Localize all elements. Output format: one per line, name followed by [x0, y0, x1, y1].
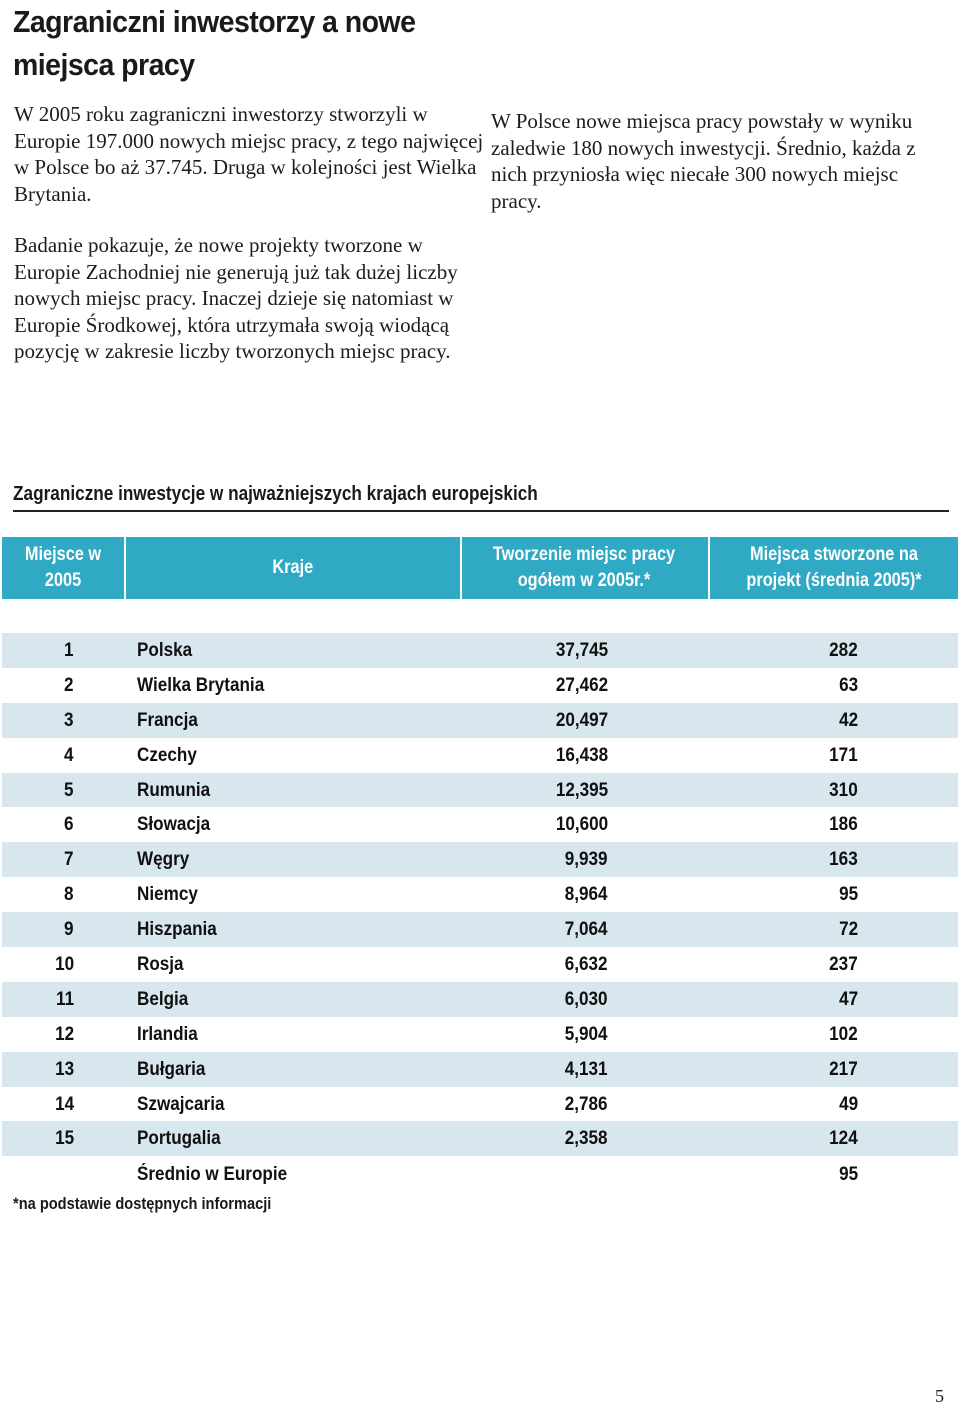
country-cell-text: Francja	[137, 709, 198, 731]
header-avg-label: Miejsca stworzone na projekt (średnia 2005)*	[746, 544, 922, 591]
avg-cell-text: 217	[829, 1058, 858, 1080]
avg-cell	[702, 738, 858, 773]
jobs-cell-text: 7,064	[565, 919, 608, 941]
jobs-cell-text: 16,438	[555, 744, 608, 766]
jobs-cell	[432, 877, 608, 912]
rank-cell-text: 14	[54, 1093, 74, 1115]
rank-cell-text: 7	[64, 849, 74, 871]
rank-cell	[2, 807, 74, 842]
avg-cell	[702, 1087, 858, 1122]
table-row	[2, 1121, 958, 1156]
rank-cell-text: 13	[54, 1058, 74, 1080]
country-cell	[137, 1052, 437, 1087]
country-cell	[137, 773, 437, 808]
rank-cell	[2, 633, 74, 668]
country-cell-text: Węgry	[137, 849, 190, 871]
table-row	[2, 633, 958, 668]
country-cell	[137, 1121, 437, 1156]
jobs-cell-text: 12,395	[555, 779, 608, 801]
avg-cell-text: 237	[829, 954, 858, 976]
rank-cell	[2, 703, 74, 738]
jobs-cell	[432, 738, 608, 773]
rank-cell	[2, 912, 74, 947]
rank-cell-text: 8	[64, 884, 74, 906]
avg-cell-text: 49	[838, 1093, 858, 1115]
country-cell	[137, 738, 437, 773]
table-footnote: *na podstawie dostępnych informacji	[13, 1194, 272, 1213]
avg-cell-text: 47	[838, 988, 858, 1010]
header-rank	[2, 537, 124, 599]
rank-cell	[2, 1052, 74, 1087]
jobs-cell-text: 8,964	[565, 884, 608, 906]
header-country-label: Kraje	[272, 557, 314, 578]
table-row	[2, 703, 958, 738]
country-cell	[137, 1017, 437, 1052]
country-cell-text: Belgia	[137, 988, 189, 1010]
avg-cell	[702, 912, 858, 947]
jobs-cell-text: 4,131	[565, 1058, 608, 1080]
jobs-cell	[432, 633, 608, 668]
avg-cell	[702, 877, 858, 912]
rank-cell-text: 3	[64, 709, 74, 731]
page-number: 5	[935, 1386, 944, 1406]
rank-cell-text: 15	[54, 1128, 74, 1150]
rank-cell	[2, 877, 74, 912]
avg-cell	[702, 807, 858, 842]
average-label-cell	[137, 1157, 437, 1192]
table-row	[2, 1017, 958, 1052]
avg-cell-text: 72	[838, 919, 858, 941]
avg-cell-text: 63	[838, 674, 858, 696]
country-cell	[137, 877, 437, 912]
rank-cell	[2, 842, 74, 877]
country-cell-text: Portugalia	[137, 1128, 221, 1150]
jobs-cell-text: 6,030	[565, 988, 608, 1010]
rank-cell-text: 10	[54, 954, 74, 976]
avg-cell-text: 186	[829, 814, 858, 836]
country-cell	[137, 947, 437, 982]
jobs-cell	[432, 668, 608, 703]
table-body	[2, 633, 958, 1156]
country-cell	[137, 912, 437, 947]
avg-cell-text: 95	[838, 884, 858, 906]
rank-cell-text: 12	[54, 1023, 74, 1045]
country-cell-text: Polska	[137, 640, 193, 661]
header-jobs-label: Tworzenie miejsc pracy ogółem w 2005r.*	[492, 544, 676, 591]
table-row	[2, 982, 958, 1017]
avg-cell	[702, 1052, 858, 1087]
intro-paragraph: W 2005 roku zagraniczni inwestorzy stworzyli w Europie 197.000 nowych miejsc pracy, z tego najwięcej w Polsce bo aż 37.745. Druga w kolejności jest Wielka Brytania.	[14, 102, 484, 206]
country-cell	[137, 842, 437, 877]
country-cell-text: Niemcy	[137, 884, 198, 906]
rank-cell	[2, 1121, 74, 1156]
jobs-cell	[432, 807, 608, 842]
study-paragraph: Badanie pokazuje, że nowe projekty tworzone w Europie Zachodniej nie generują już tak dużej liczby nowych miejsc pracy. Inaczej dzieje się natomiast w Europie Środkowej, która utrzymała swoją wiodącą pozycję w zakresie liczby tworzonych miejsc pracy.	[14, 233, 458, 363]
poland-paragraph: W Polsce nowe miejsca pracy powstały w wyniku zaledwie 180 nowych inwestycji. Średnio, każda z nich przyniosła więc niecałe 300 nowych miejsc pracy.	[491, 109, 916, 213]
rank-cell	[2, 1087, 74, 1122]
article-title: Zagraniczni inwestorzy a nowe miejsca pracy	[13, 4, 416, 82]
rank-cell-text: 2	[64, 674, 74, 696]
avg-cell-text: 282	[829, 640, 858, 661]
average-label: Średnio w Europie	[137, 1164, 288, 1185]
avg-cell-text: 310	[829, 779, 858, 801]
jobs-cell	[432, 1017, 608, 1052]
avg-cell-text: 42	[838, 709, 858, 731]
avg-cell	[702, 668, 858, 703]
avg-cell-text: 124	[829, 1128, 858, 1150]
header-country	[126, 537, 460, 599]
jobs-cell-text: 2,358	[565, 1128, 608, 1150]
rank-cell-text: 11	[55, 988, 74, 1010]
country-cell-text: Czechy	[137, 744, 197, 766]
avg-cell	[702, 1121, 858, 1156]
rank-cell	[2, 738, 74, 773]
table-row	[2, 738, 958, 773]
jobs-cell	[432, 912, 608, 947]
jobs-cell	[432, 1087, 608, 1122]
country-cell-text: Rumunia	[137, 779, 211, 801]
table-row	[2, 668, 958, 703]
jobs-cell	[432, 703, 608, 738]
country-cell	[137, 982, 437, 1017]
avg-cell-text: 171	[829, 744, 858, 766]
rank-cell-text: 5	[64, 779, 74, 801]
jobs-cell-text: 20,497	[555, 709, 608, 731]
average-value: 95	[838, 1164, 858, 1185]
country-cell-text: Irlandia	[137, 1023, 198, 1045]
jobs-cell-text: 2,786	[565, 1093, 608, 1115]
rank-cell	[2, 668, 74, 703]
table-row	[2, 1087, 958, 1122]
avg-cell	[702, 947, 858, 982]
country-cell	[137, 633, 437, 668]
table-row	[2, 877, 958, 912]
jobs-cell	[432, 773, 608, 808]
rank-cell	[2, 1017, 74, 1052]
avg-cell	[702, 633, 858, 668]
table-row	[2, 807, 958, 842]
jobs-cell-text: 6,632	[565, 954, 608, 976]
rank-cell-text: 9	[64, 919, 74, 941]
header-divider	[460, 537, 462, 599]
table-title: Zagraniczne inwestycje w najważniejszych krajach europejskich	[13, 483, 538, 505]
rank-cell-text: 4	[64, 744, 74, 766]
rank-cell	[2, 982, 74, 1017]
table-row	[2, 947, 958, 982]
jobs-cell-text: 37,745	[555, 640, 608, 661]
country-cell	[137, 668, 437, 703]
jobs-cell-text: 5,904	[565, 1023, 608, 1045]
country-cell	[137, 703, 437, 738]
avg-cell	[702, 842, 858, 877]
jobs-cell	[432, 1052, 608, 1087]
table-row	[2, 842, 958, 877]
table-row	[2, 773, 958, 808]
country-cell-text: Rosja	[137, 954, 184, 976]
header-avg	[710, 537, 958, 599]
country-cell-text: Bułgaria	[137, 1058, 206, 1080]
rank-cell-text: 1	[64, 640, 74, 661]
table-row	[2, 912, 958, 947]
header-jobs	[472, 537, 696, 599]
avg-cell	[702, 982, 858, 1017]
header-rank-label: Miejsce w 2005	[24, 544, 102, 591]
country-cell	[137, 1087, 437, 1122]
jobs-cell	[432, 1121, 608, 1156]
table-header	[2, 537, 958, 599]
jobs-cell-text: 10,600	[555, 814, 608, 836]
jobs-cell	[432, 982, 608, 1017]
avg-cell	[702, 703, 858, 738]
jobs-cell	[432, 947, 608, 982]
rank-cell	[2, 773, 74, 808]
rank-cell-text: 6	[64, 814, 74, 836]
country-cell-text: Szwajcaria	[137, 1093, 225, 1115]
table-row	[2, 1052, 958, 1087]
country-cell-text: Słowacja	[137, 814, 211, 836]
rank-cell	[2, 947, 74, 982]
table-title-rule	[13, 510, 949, 512]
average-value-cell	[702, 1157, 858, 1192]
jobs-cell-text: 27,462	[555, 674, 608, 696]
avg-cell-text: 163	[829, 849, 858, 871]
jobs-cell	[432, 842, 608, 877]
country-cell	[137, 807, 437, 842]
jobs-cell-text: 9,939	[565, 849, 608, 871]
country-cell-text: Wielka Brytania	[137, 674, 265, 696]
avg-cell-text: 102	[829, 1023, 858, 1045]
avg-cell	[702, 773, 858, 808]
average-row	[2, 1157, 958, 1191]
country-cell-text: Hiszpania	[137, 919, 217, 941]
avg-cell	[702, 1017, 858, 1052]
